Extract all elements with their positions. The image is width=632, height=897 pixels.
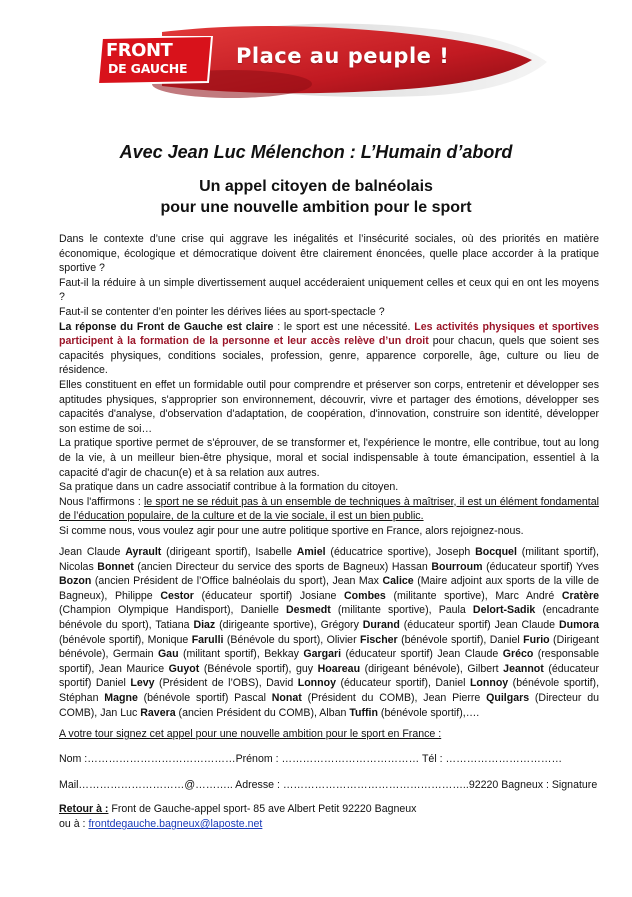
signatory-first-name: Marc André <box>495 589 562 602</box>
signatory <box>96 677 266 689</box>
signatory-first-name: Stéphan <box>59 691 105 704</box>
signatory-last-name: Farulli <box>191 633 224 646</box>
text-segment: Nous l'affirmons : <box>59 495 144 508</box>
signatory-role: (ancien Président du COMB), <box>175 706 320 719</box>
signatory-first-name: Joseph <box>436 546 476 558</box>
signatory-first-name: guy <box>296 662 318 675</box>
signatory <box>234 692 423 704</box>
signatory <box>100 707 319 719</box>
signatory-first-name: Daniel <box>95 677 131 690</box>
signatory-first-name: Gilbert <box>467 662 504 675</box>
signatory-first-name: Nicolas <box>59 560 98 573</box>
signatory-role: (ancien Directeur du service des sports de Bagneux) <box>133 560 392 573</box>
signatory-role: (Bénévole du sport), <box>223 633 327 646</box>
signatory-first-name: Alban <box>319 706 350 719</box>
signatory-last-name: Bourroum <box>431 560 483 573</box>
subtitle <box>0 176 632 218</box>
signatory-last-name: Cratère <box>561 589 599 602</box>
signatory-first-name: Danielle <box>240 604 286 617</box>
signatory-first-name: Daniel <box>435 677 470 690</box>
signatory-first-name: Hassan <box>391 560 432 573</box>
signatory-last-name: Quilgars <box>486 691 530 704</box>
signatory-last-name: Lonnoy <box>469 677 509 690</box>
front-de-gauche-logo <box>96 36 214 84</box>
logo-line2: DE GAUCHE <box>108 61 188 76</box>
signatory-last-name: Delort-Sadik <box>472 604 536 617</box>
signatory-first-name: Jean Claude <box>437 648 503 661</box>
signatory-last-name: Calice <box>382 575 414 588</box>
return-text: Front de Gauche-appel sport- 85 ave Albert Petit 92220 Bagneux <box>108 803 417 815</box>
subtitle-line1: Un appel citoyen de balnéolais <box>199 178 433 195</box>
signatory-last-name: Nonat <box>271 691 302 704</box>
signatory-last-name: Cestor <box>160 589 194 602</box>
signatory-role: (bénévole sportif), <box>397 633 490 646</box>
underlined-statement: le sport ne se réduit pas à un ensemble de techniques à maîtriser, il est un élément fondamental de l’éducation populaire, de la culture et de la vie sociale, il est un bien public. <box>59 495 599 523</box>
signatory-role: (Président de l’OBS), <box>154 677 267 690</box>
paragraph: Faut-il la réduire à un simple divertissement auquel accéderaient uniquement celles et ceux qui en ont les moyens ? <box>59 276 599 304</box>
signatory-role: (ancien Président de l’Office balnéolais du sport), <box>91 575 333 588</box>
signatories-list <box>59 545 599 720</box>
signatory-role: (responsable sportif), <box>59 648 599 675</box>
signatory <box>99 663 296 675</box>
signatory-first-name: Jean Pierre <box>423 691 487 704</box>
paragraph <box>59 320 599 378</box>
name-fields-row[interactable]: Nom :……………………………………Prénom : ………………………………… Tél : …………………………… <box>59 753 563 765</box>
signatory <box>319 707 479 719</box>
signatory-last-name: Amiel <box>296 546 326 558</box>
paragraph: La pratique sportive permet de s'éprouver, de se transformer et, l'expérience le montre, elle contribue, tout au long de la vie, à un meilleur bien-être physique, moral et social indispensable à toute émancipation, essentiel à la capacité d'agir de chacun(e) et à sa relation aux autres. <box>59 437 599 479</box>
signatory-role: (encadrante bénévole du sport), <box>59 604 600 631</box>
signatory <box>59 561 392 573</box>
signatory <box>392 561 576 573</box>
signatory-role: (éducateur sportif), <box>335 677 436 690</box>
signatory-role: (bénévole sportif), <box>59 633 148 646</box>
signatory-last-name: Levy <box>130 677 155 690</box>
signatory-first-name: David <box>266 677 298 690</box>
signatory-last-name: Furio <box>523 633 550 646</box>
signatory-first-name: Jean Claude <box>59 546 126 558</box>
signatory <box>148 634 327 646</box>
signatory-first-name: Yves <box>576 560 599 573</box>
signatory-role: (éducateur sportif) <box>399 618 495 631</box>
signatory-first-name: Jean Claude <box>494 618 559 631</box>
signatory-last-name: Ravera <box>140 706 176 719</box>
paragraph: Sa pratique dans un cadre associatif contribue à la formation du citoyen. <box>59 481 399 494</box>
appeal-text <box>59 232 599 538</box>
signatory <box>115 590 300 602</box>
text-segment: : le sport est une nécessité. <box>273 320 415 333</box>
signatory-last-name: Fischer <box>360 633 398 646</box>
highlight-phrase: Les activités physiques et sportives participent à la formation de la personne et leur accès relève d’un droit <box>59 320 599 348</box>
form-intro-text: A votre tour signez cet appel pour une nouvelle ambition pour le sport en France : <box>59 728 442 740</box>
signatory-role: (Maire adjoint aux sports de la ville de Bagneux), <box>59 575 600 602</box>
signatory <box>113 648 264 660</box>
signatory-last-name: Bonnet <box>97 560 134 573</box>
signatory <box>255 546 436 558</box>
email-link[interactable]: frontdegauche.bagneux@laposte.net <box>88 818 263 830</box>
signatory-last-name: Durand <box>362 618 400 631</box>
signatory-last-name: Hoareau <box>317 662 361 675</box>
paragraph: Faut-il se contenter d’en pointer les dérives liées au sport-spectacle ? <box>59 305 385 318</box>
signatory-first-name: Paula <box>438 604 473 617</box>
text-segment: pour chacun, quels que soient ses capacités physiques, conditions sociales, profession, genre, apparence corporelle, âge, culture ou lieu de résidence. <box>59 335 599 377</box>
signatory-role: (éducateur sportif) <box>482 560 577 573</box>
signatory-first-name: Jean Max <box>332 575 383 588</box>
signatory-last-name: Lonnoy <box>297 677 336 690</box>
signatory-first-name: Grégory <box>320 618 363 631</box>
signatory-last-name: Gréco <box>502 648 534 661</box>
page-title: Avec Jean Luc Mélenchon : L’Humain d’abord <box>119 142 513 162</box>
signatory-role: (éducateur sportif) <box>341 648 438 661</box>
signatory <box>59 692 234 704</box>
signatory-role: (bénévole sportif) <box>137 691 235 704</box>
form-intro <box>59 728 599 740</box>
signatory <box>321 619 495 631</box>
signatory-last-name: Ayrault <box>125 546 162 558</box>
paragraph <box>59 495 599 524</box>
signatory-first-name: Jean Maurice <box>98 662 169 675</box>
signatory-last-name: Gargari <box>303 648 342 661</box>
signatory-role: (bénévole sportif),…. <box>377 706 480 719</box>
return-label: Retour à : <box>59 803 109 815</box>
signatory-last-name: Bozon <box>59 575 92 588</box>
signatory <box>241 604 439 616</box>
signatory <box>264 648 437 660</box>
signatory <box>436 546 599 558</box>
signatory-role: (Directeur du COMB), <box>59 691 599 719</box>
signatory-last-name: Dumora <box>559 618 600 631</box>
signatory-last-name: Tuffin <box>349 706 378 719</box>
signatory-role: (éducateur sportif) <box>193 589 300 602</box>
signatory <box>266 677 435 689</box>
signatory-role: (dirigeante sportive), <box>215 618 321 631</box>
signatory-role: (militant sportif), <box>516 546 599 558</box>
signatory-role: (Président du COMB), <box>301 691 424 704</box>
bold-phrase: La réponse du Front de Gauche est claire <box>59 320 274 333</box>
signatory-last-name: Combes <box>344 589 386 602</box>
signatory <box>435 677 599 689</box>
signatory-role: (éducatrice sportive), <box>325 546 437 558</box>
logo-line1: FRONT <box>106 40 173 61</box>
signatory-role: (Bénévole sportif), <box>199 662 296 675</box>
signatory-first-name: Germain <box>112 648 158 661</box>
signatory-first-name: Monique <box>147 633 192 646</box>
signatory-role: (Dirigeant bénévole), <box>59 633 599 661</box>
signatory-first-name: Isabelle <box>255 546 297 558</box>
signatory-role: (dirigeant bénévole), <box>360 662 468 675</box>
signatory-last-name: Guyot <box>168 662 200 675</box>
subtitle-line2: pour une nouvelle ambition pour le sport <box>160 199 472 216</box>
signatory-role: (Champion Olympique Handisport), <box>59 604 241 617</box>
or-text: ou à : <box>59 818 89 830</box>
paragraph: Elles constituent en effet un formidable outil pour comprendre et préserver son corps, entretenir et développer ses aptitudes physiques, s'approprier son environnement, découvrir, vivre et partager des émotions, développer ses capacités d'analyse, d'observation d'adaptation, de coopération, d'innovation, construire son identité, développer son estime de soi… <box>59 378 599 435</box>
return-address <box>59 803 599 815</box>
signatory-last-name: Diaz <box>193 618 216 631</box>
signatory-first-name: Bekkay <box>264 648 304 661</box>
signatory <box>300 590 495 602</box>
signatory-last-name: Gau <box>157 648 179 661</box>
signatory-role: (bénévole sportif), <box>508 677 600 690</box>
signatory-last-name: Bocquel <box>475 546 517 558</box>
signatory-role: (militant sportif), <box>178 648 265 661</box>
signatory-last-name: Desmedt <box>285 604 331 617</box>
signatory-first-name: Olivier <box>326 633 360 646</box>
signatory-last-name: Magne <box>104 691 138 704</box>
signatory-first-name: Jan Luc <box>100 706 141 719</box>
signatory-first-name: Daniel <box>489 633 524 646</box>
signatory <box>296 663 467 675</box>
signatory-role: (éducateur sportif) <box>59 662 600 690</box>
signatory-first-name: Tatiana <box>155 618 194 631</box>
signatory-first-name: Josiane <box>299 589 345 602</box>
signatory <box>327 634 490 646</box>
mail-address-row[interactable]: Mail…………………………@……….. Adresse : ……………………………………………..92220 Bagneux : Signature <box>59 779 598 791</box>
return-email-line <box>59 818 599 830</box>
signatory-first-name: Pascal <box>234 691 272 704</box>
signatory-role: (militante sportive), <box>385 589 496 602</box>
signatory-first-name: Philippe <box>114 589 161 602</box>
signatory-role: (militante sportive), <box>330 604 439 617</box>
signatory <box>155 619 320 631</box>
slogan: Place au peuple ! <box>236 44 450 68</box>
paragraph: Dans le contexte d’une crise qui aggrave les inégalités et l’insécurité sociales, où des priorités en matière économique, écologique et démocratique doivent être clairement énoncées, quelle place accorder à la pratique sportive ? <box>59 233 599 275</box>
signatory <box>59 546 255 558</box>
signatory-last-name: Jeannot <box>503 662 544 675</box>
signatory-role: (dirigeant sportif), <box>161 546 256 558</box>
paragraph: Si comme nous, vous voulez agir pour une autre politique sportive en France, alors rejoignez-nous. <box>59 524 524 537</box>
